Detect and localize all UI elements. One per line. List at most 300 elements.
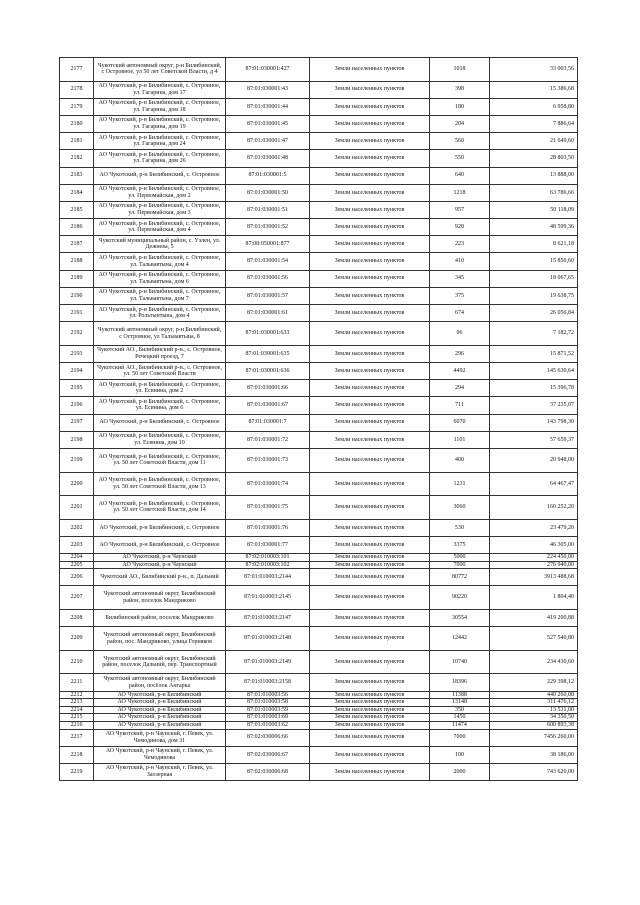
- address-cell: АО Чукотский, р-н Билибинский, с. Островное, ул. Гагарина, дом 17: [94, 81, 226, 98]
- cadastral-number-cell: 87:01:030001:44: [226, 98, 310, 115]
- cadastral-number-cell: 87:01:010003:2158: [226, 674, 310, 691]
- address-cell: АО Чукотский, р-н Билибинский, с. Островное, ул. Есвнина, дом 10: [94, 431, 226, 448]
- cadastral-value-cell: 234 430,60: [490, 650, 578, 674]
- row-number: 2198: [60, 431, 94, 448]
- land-category-cell: Земли населенных пунктов: [310, 706, 430, 714]
- row-number: 2178: [60, 81, 94, 98]
- cadastral-number-cell: 87:01:030001:67: [226, 397, 310, 414]
- address-cell: АО Чукотский, р-н Билибинский, с. Островное, ул. Гагарина, дом 26: [94, 150, 226, 167]
- table-row: [60, 699, 578, 707]
- address-cell: Чукотский АО., Билибинский р-н., п. Дальний: [94, 569, 226, 586]
- area-cell: 1218: [430, 184, 490, 201]
- area-cell: 5000: [430, 554, 490, 562]
- address-cell: АО Чукотский, р-н Билибинский, с. Островное, ул. Первомайская, дом 4: [94, 219, 226, 236]
- cadastral-number-cell: 87:01:030001:75: [226, 496, 310, 520]
- table-row: [60, 561, 578, 569]
- address-cell: АО Чукотский, р-н Билибинский, с. Островное, ул. Первомайская, дом 2: [94, 184, 226, 201]
- land-category-cell: Земли населенных пунктов: [310, 472, 430, 496]
- land-category-cell: Земли населенных пунктов: [310, 322, 430, 346]
- table-row: [60, 729, 578, 746]
- row-number: 2184: [60, 184, 94, 201]
- cadastral-value-cell: 23 479,20: [490, 519, 578, 536]
- table-row: [60, 81, 578, 98]
- cadastral-number-cell: 87:01:030001:52: [226, 219, 310, 236]
- cadastral-value-cell: 15 386,68: [490, 81, 578, 98]
- table-row: [60, 472, 578, 496]
- land-category-cell: Земли населенных пунктов: [310, 184, 430, 201]
- cadastral-value-cell: 48 599,36: [490, 219, 578, 236]
- address-cell: АО Чукотский, р-н Билибинский, с. Островное, ул. 50 лет Советской Власти, дом 14: [94, 496, 226, 520]
- cadastral-number-cell: 87:02:030006:67: [226, 746, 310, 763]
- row-number: 2208: [60, 610, 94, 627]
- cadastral-number-cell: 87:01:030001:66: [226, 380, 310, 397]
- cadastral-value-cell: 7 182,72: [490, 322, 578, 346]
- row-number: 2195: [60, 380, 94, 397]
- land-category-cell: Земли населенных пунктов: [310, 674, 430, 691]
- address-cell: Чукотский автономный округ, Билибинский район, поселок Мандрикoво: [94, 586, 226, 610]
- row-number: 2181: [60, 133, 94, 150]
- table-row: [60, 184, 578, 201]
- cadastral-value-cell: 37 235,07: [490, 397, 578, 414]
- cadastral-value-cell: 600 893,38: [490, 722, 578, 730]
- address-cell: АО Чукотский, р-н Чаунский, г. Певек, ул. Чемодинова: [94, 746, 226, 763]
- cadastral-value-cell: 143 798,30: [490, 414, 578, 431]
- cadastral-number-cell: 87:01:030001:76: [226, 519, 310, 536]
- row-number: 2179: [60, 98, 94, 115]
- cadastral-number-cell: 87:01:030001:72: [226, 431, 310, 448]
- area-cell: 674: [430, 305, 490, 322]
- address-cell: АО Чукотский, р-н Билибинский, с. Островное: [94, 536, 226, 553]
- cadastral-number-cell: 87:02:010003:102: [226, 561, 310, 569]
- address-cell: АО Чукотский, р-н Билибинский, с. Островное, ул. Рольтынтына, дом 4: [94, 305, 226, 322]
- cadastral-number-cell: 87:01:030001:57: [226, 287, 310, 304]
- cadastral-number-cell: 87:01:030001:47: [226, 133, 310, 150]
- table-row: [60, 610, 578, 627]
- address-cell: Чукотский автономный округ, Билибинский район, поселок Дальний, пер. Транспортный: [94, 650, 226, 674]
- table-row: [60, 448, 578, 472]
- land-category-cell: Земли населенных пунктов: [310, 397, 430, 414]
- cadastral-number-cell: 87:01:030001:77: [226, 536, 310, 553]
- land-plots-table: [59, 57, 578, 781]
- row-number: 2186: [60, 219, 94, 236]
- area-cell: 928: [430, 219, 490, 236]
- area-cell: 223: [430, 236, 490, 253]
- row-number: 2200: [60, 472, 94, 496]
- row-number: 2219: [60, 763, 94, 780]
- cadastral-number-cell: 87:01:010003:2148: [226, 627, 310, 651]
- address-cell: АО Чукотский, р-н Чаунский: [94, 554, 226, 562]
- row-number: 2214: [60, 706, 94, 714]
- cadastral-number-cell: 87:01:010003:2147: [226, 610, 310, 627]
- area-cell: 1231: [430, 472, 490, 496]
- address-cell: АО Чукотский, р-н Билибинский, с. Островное: [94, 414, 226, 431]
- table-row: [60, 98, 578, 115]
- land-category-cell: Земли населенных пунктов: [310, 586, 430, 610]
- area-cell: 3060: [430, 496, 490, 520]
- table-row: [60, 536, 578, 553]
- table-row: [60, 115, 578, 132]
- land-category-cell: Земли населенных пунктов: [310, 448, 430, 472]
- area-cell: 13148: [430, 699, 490, 707]
- table-row: [60, 674, 578, 691]
- table-row: [60, 305, 578, 322]
- row-number: 2194: [60, 363, 94, 380]
- document-page: [59, 57, 577, 781]
- cadastral-number-cell: 87:01:010003:62: [226, 722, 310, 730]
- row-number: 2193: [60, 345, 94, 362]
- cadastral-number-cell: 87:02:030006:68: [226, 763, 310, 780]
- land-category-cell: Земли населенных пунктов: [310, 287, 430, 304]
- cadastral-value-cell: 13 888,00: [490, 167, 578, 184]
- land-category-cell: Земли населенных пунктов: [310, 554, 430, 562]
- row-number: 2215: [60, 714, 94, 722]
- area-cell: 1450: [430, 714, 490, 722]
- cadastral-value-cell: 38 186,00: [490, 746, 578, 763]
- area-cell: 296: [430, 345, 490, 362]
- cadastral-number-cell: 87:01:030001:56: [226, 270, 310, 287]
- row-number: 2197: [60, 414, 94, 431]
- row-number: 2183: [60, 167, 94, 184]
- land-category-cell: Земли населенных пунктов: [310, 627, 430, 651]
- land-category-cell: Земли населенных пунктов: [310, 305, 430, 322]
- cadastral-value-cell: 26 056,84: [490, 305, 578, 322]
- address-cell: Чукотский автономный округ, р-н Билибинский, с Островное, ул Тальвавтына, 8: [94, 322, 226, 346]
- row-number: 2185: [60, 201, 94, 218]
- area-cell: 10740: [430, 650, 490, 674]
- cadastral-value-cell: 527 540,80: [490, 627, 578, 651]
- cadastral-value-cell: 28 803,50: [490, 150, 578, 167]
- row-number: 2190: [60, 287, 94, 304]
- land-category-cell: Земли населенных пунктов: [310, 219, 430, 236]
- table-row: [60, 380, 578, 397]
- area-cell: 3375: [430, 536, 490, 553]
- address-cell: АО Чукотский, р-н Билибинский: [94, 706, 226, 714]
- area-cell: 530: [430, 519, 490, 536]
- address-cell: АО Чукотский, р-н Билибинский, с. Островное, ул. Тальвавтына, дом 7: [94, 287, 226, 304]
- address-cell: АО Чукотский, р-н Билибинский, с. Островное, ул. 50 лет Советской Власти, дом 11: [94, 448, 226, 472]
- address-cell: АО Чукотский, р-н Чаунский, г. Певек, ул. Чемодинова, дом 31: [94, 729, 226, 746]
- area-cell: 7000: [430, 729, 490, 746]
- cadastral-number-cell: 87:01:030001:73: [226, 448, 310, 472]
- address-cell: Чукотский муниципальный район, с. Уэлен, ул. Дежнева, 5: [94, 236, 226, 253]
- table-row: [60, 150, 578, 167]
- table-row: [60, 270, 578, 287]
- row-number: 2203: [60, 536, 94, 553]
- cadastral-number-cell: 87:01:030001:635: [226, 345, 310, 362]
- area-cell: 18396: [430, 674, 490, 691]
- land-category-cell: Земли населенных пунктов: [310, 496, 430, 520]
- address-cell: АО Чукотский, р-н Билибинский, с. Островное, ул. Тальвавтына, дом 6: [94, 270, 226, 287]
- row-number: 2188: [60, 253, 94, 270]
- cadastral-number-cell: 87:01:030001:54: [226, 253, 310, 270]
- area-cell: 6070: [430, 414, 490, 431]
- land-category-cell: Земли населенных пунктов: [310, 167, 430, 184]
- land-category-cell: Земли населенных пунктов: [310, 561, 430, 569]
- land-category-cell: Земли населенных пунктов: [310, 569, 430, 586]
- table-row: [60, 627, 578, 651]
- area-cell: 96: [430, 322, 490, 346]
- row-number: 2189: [60, 270, 94, 287]
- cadastral-number-cell: 87:01:010003:2144: [226, 569, 310, 586]
- address-cell: АО Чукотский, р-н Билибинский, с. Островное, ул. Есвнина, дом 2: [94, 380, 226, 397]
- cadastral-number-cell: 87:01:010003:2149: [226, 650, 310, 674]
- cadastral-value-cell: 50 118,09: [490, 201, 578, 218]
- area-cell: 375: [430, 287, 490, 304]
- area-cell: 550: [430, 150, 490, 167]
- table-row: [60, 554, 578, 562]
- cadastral-number-cell: 87:01:010003:2145: [226, 586, 310, 610]
- area-cell: 957: [430, 201, 490, 218]
- table-row: [60, 363, 578, 380]
- area-cell: 80772: [430, 569, 490, 586]
- address-cell: АО Чукотский, р-н Билибинский, с. Островное, ул. Гагарина, дом 18: [94, 98, 226, 115]
- area-cell: 398: [430, 81, 490, 98]
- address-cell: АО Чукотский, р-н Билибинский, с. Островное, ул. Гагарина, дом 24: [94, 133, 226, 150]
- table-row: [60, 746, 578, 763]
- cadastral-value-cell: 8 621,18: [490, 236, 578, 253]
- row-number: 2177: [60, 58, 94, 82]
- table-row: [60, 650, 578, 674]
- cadastral-number-cell: 87:01:030001:7: [226, 414, 310, 431]
- table-row: [60, 569, 578, 586]
- row-number: 2213: [60, 699, 94, 707]
- row-number: 2191: [60, 305, 94, 322]
- land-category-cell: Земли населенных пунктов: [310, 270, 430, 287]
- area-cell: 410: [430, 253, 490, 270]
- land-category-cell: Земли населенных пунктов: [310, 729, 430, 746]
- area-cell: 400: [430, 448, 490, 472]
- table-row: [60, 714, 578, 722]
- area-cell: 1101: [430, 431, 490, 448]
- area-cell: 560: [430, 133, 490, 150]
- row-number: 2216: [60, 722, 94, 730]
- cadastral-value-cell: 20 948,00: [490, 448, 578, 472]
- cadastral-number-cell: 87:01:030001:633: [226, 322, 310, 346]
- table-row: [60, 496, 578, 520]
- address-cell: АО Чукотский, р-н Билибинский, с. Островное: [94, 167, 226, 184]
- row-number: 2192: [60, 322, 94, 346]
- land-category-cell: Земли населенных пунктов: [310, 380, 430, 397]
- table-row: [60, 58, 578, 82]
- land-category-cell: Земли населенных пунктов: [310, 650, 430, 674]
- land-category-cell: Земли населенных пунктов: [310, 714, 430, 722]
- cadastral-value-cell: 13 531,00: [490, 706, 578, 714]
- row-number: 2207: [60, 586, 94, 610]
- area-cell: 180: [430, 98, 490, 115]
- cadastral-number-cell: 87:01:030001:636: [226, 363, 310, 380]
- row-number: 2205: [60, 561, 94, 569]
- cadastral-value-cell: 3913 488,68: [490, 569, 578, 586]
- cadastral-value-cell: 160 252,20: [490, 496, 578, 520]
- table-row: [60, 706, 578, 714]
- land-category-cell: Земли населенных пунктов: [310, 150, 430, 167]
- address-cell: АО Чукотский, р-н Билибинский, с. Островное, ул. Первомайская, дом 3: [94, 201, 226, 218]
- row-number: 2204: [60, 554, 94, 562]
- table-row: [60, 722, 578, 730]
- address-cell: АО Чукотский, р-н Билибинский: [94, 714, 226, 722]
- cadastral-number-cell: 87:01:030001:51: [226, 201, 310, 218]
- row-number: 2182: [60, 150, 94, 167]
- address-cell: АО Чукотский, р-н Билибинский, с. Островное, ул. Гагарина, дом 19: [94, 115, 226, 132]
- land-category-cell: Земли населенных пунктов: [310, 610, 430, 627]
- land-category-cell: Земли населенных пунктов: [310, 746, 430, 763]
- cadastral-value-cell: 15 850,60: [490, 253, 578, 270]
- table-row: [60, 431, 578, 448]
- row-number: 2217: [60, 729, 94, 746]
- land-category-cell: Земли населенных пунктов: [310, 115, 430, 132]
- row-number: 2212: [60, 691, 94, 699]
- cadastral-value-cell: 46 305,00: [490, 536, 578, 553]
- land-category-cell: Земли населенных пунктов: [310, 236, 430, 253]
- cadastral-value-cell: 276 940,00: [490, 561, 578, 569]
- address-cell: Чукотский автономный округ, р-н Билибинский, с Островное, ул 50 лет Советской Власти, д 4: [94, 58, 226, 82]
- cadastral-number-cell: 87:01:030001:427: [226, 58, 310, 82]
- cadastral-number-cell: 87:02:010003:101: [226, 554, 310, 562]
- address-cell: АО Чукотский, р-н Билибинский, с. Островное: [94, 519, 226, 536]
- land-category-cell: Земли населенных пунктов: [310, 201, 430, 218]
- address-cell: АО Чукотский, р-н Билибинский, с. Островное, ул. 50 лет Советской Власти, дом 13: [94, 472, 226, 496]
- land-category-cell: Земли населенных пунктов: [310, 691, 430, 699]
- address-cell: Чукотский АО., Билибинский р-н., с. Островное, Речецкий проезд, 7: [94, 345, 226, 362]
- land-category-cell: Земли населенных пунктов: [310, 431, 430, 448]
- table-row: [60, 691, 578, 699]
- land-category-cell: Земли населенных пунктов: [310, 345, 430, 362]
- cadastral-number-cell: 87:02:030006:66: [226, 729, 310, 746]
- land-category-cell: Земли населенных пунктов: [310, 519, 430, 536]
- address-cell: АО Чукотский, р-н Билибинский: [94, 699, 226, 707]
- land-category-cell: Земли населенных пунктов: [310, 98, 430, 115]
- cadastral-value-cell: 64 467,47: [490, 472, 578, 496]
- cadastral-value-cell: 63 786,66: [490, 184, 578, 201]
- cadastral-value-cell: 19 638,75: [490, 287, 578, 304]
- table-row: [60, 322, 578, 346]
- table-row: [60, 253, 578, 270]
- area-cell: 350: [430, 706, 490, 714]
- row-number: 2199: [60, 448, 94, 472]
- table-row: [60, 414, 578, 431]
- cadastral-number-cell: 87:01:010003:59: [226, 706, 310, 714]
- table-row: [60, 287, 578, 304]
- area-cell: 4492: [430, 363, 490, 380]
- area-cell: 7000: [430, 561, 490, 569]
- area-cell: 345: [430, 270, 490, 287]
- table-body: [60, 58, 578, 781]
- row-number: 2206: [60, 569, 94, 586]
- cadastral-number-cell: 87:01:030001:74: [226, 472, 310, 496]
- area-cell: 11388: [430, 691, 490, 699]
- cadastral-number-cell: 87:01:030001:5: [226, 167, 310, 184]
- area-cell: 1018: [430, 58, 490, 82]
- table-row: [60, 167, 578, 184]
- cadastral-value-cell: 224 450,00: [490, 554, 578, 562]
- land-category-cell: Земли населенных пунктов: [310, 363, 430, 380]
- area-cell: 30554: [430, 610, 490, 627]
- table-row: [60, 201, 578, 218]
- cadastral-value-cell: 34 350,50: [490, 714, 578, 722]
- cadastral-number-cell: 87:08:050001:877: [226, 236, 310, 253]
- table-row: [60, 519, 578, 536]
- cadastral-value-cell: 440 260,08: [490, 691, 578, 699]
- row-number: 2209: [60, 627, 94, 651]
- area-cell: 640: [430, 167, 490, 184]
- table-row: [60, 397, 578, 414]
- cadastral-value-cell: 1 804,40: [490, 586, 578, 610]
- land-category-cell: Земли населенных пунктов: [310, 763, 430, 780]
- area-cell: 12442: [430, 627, 490, 651]
- cadastral-value-cell: 21 649,60: [490, 133, 578, 150]
- address-cell: АО Чукотский, р-н Билибинский, с. Островное, ул. Есвнина, дом 6: [94, 397, 226, 414]
- cadastral-value-cell: 15 871,52: [490, 345, 578, 362]
- area-cell: 2000: [430, 763, 490, 780]
- row-number: 2196: [60, 397, 94, 414]
- row-number: 2180: [60, 115, 94, 132]
- address-cell: Чукотский автономный округ, Билибинский район, посёлок Ангарка: [94, 674, 226, 691]
- land-category-cell: Земли населенных пунктов: [310, 253, 430, 270]
- cadastral-value-cell: 6 958,80: [490, 98, 578, 115]
- land-category-cell: Земли населенных пунктов: [310, 81, 430, 98]
- cadastral-number-cell: 87:01:030001:43: [226, 81, 310, 98]
- row-number: 2218: [60, 746, 94, 763]
- table-row: [60, 236, 578, 253]
- cadastral-number-cell: 87:01:010003:56: [226, 691, 310, 699]
- cadastral-value-cell: 229 398,12: [490, 674, 578, 691]
- address-cell: АО Чукотский, р-н Билибинский: [94, 691, 226, 699]
- cadastral-value-cell: 311 476,12: [490, 699, 578, 707]
- cadastral-number-cell: 87:01:030001:45: [226, 115, 310, 132]
- table-row: [60, 219, 578, 236]
- land-category-cell: Земли населенных пунктов: [310, 58, 430, 82]
- table-row: [60, 586, 578, 610]
- area-cell: 294: [430, 380, 490, 397]
- row-number: 2187: [60, 236, 94, 253]
- land-category-cell: Земли населенных пунктов: [310, 536, 430, 553]
- area-cell: 100: [430, 746, 490, 763]
- address-cell: АО Чукотский, р-н Билибинский, с. Островное, ул. Тальвавтына, дом 4: [94, 253, 226, 270]
- cadastral-value-cell: 145 630,64: [490, 363, 578, 380]
- land-category-cell: Земли населенных пунктов: [310, 722, 430, 730]
- cadastral-value-cell: 743 620,00: [490, 763, 578, 780]
- cadastral-number-cell: 87:01:010003:60: [226, 714, 310, 722]
- row-number: 2202: [60, 519, 94, 536]
- cadastral-value-cell: 419 200,88: [490, 610, 578, 627]
- address-cell: АО Чукотский, р-н Чаунский, г. Певек, ул. Заозерная: [94, 763, 226, 780]
- address-cell: Чукотский автономный округ, Билибинский район, пос. Мандрикoво, улица Горняков: [94, 627, 226, 651]
- cadastral-value-cell: 15 396,78: [490, 380, 578, 397]
- address-cell: Чукотский АО., Билибинский р-н., с. Островное, ул. 50 лет Советской Власти: [94, 363, 226, 380]
- address-cell: Билибинский район, поселок Мандрикoво: [94, 610, 226, 627]
- table-row: [60, 763, 578, 780]
- row-number: 2210: [60, 650, 94, 674]
- address-cell: АО Чукотский, р-н Чаунский: [94, 561, 226, 569]
- cadastral-value-cell: 7456 260,00: [490, 729, 578, 746]
- area-cell: 204: [430, 115, 490, 132]
- land-category-cell: Земли населенных пунктов: [310, 414, 430, 431]
- cadastral-value-cell: 33 003,56: [490, 58, 578, 82]
- land-category-cell: Земли населенных пунктов: [310, 699, 430, 707]
- cadastral-value-cell: 57 659,37: [490, 431, 578, 448]
- cadastral-number-cell: 87:01:010003:58: [226, 699, 310, 707]
- address-cell: АО Чукотский, р-н Билибинский: [94, 722, 226, 730]
- land-category-cell: Земли населенных пунктов: [310, 133, 430, 150]
- area-cell: 90220: [430, 586, 490, 610]
- row-number: 2211: [60, 674, 94, 691]
- cadastral-number-cell: 87:01:030001:48: [226, 150, 310, 167]
- cadastral-number-cell: 87:01:030001:50: [226, 184, 310, 201]
- area-cell: 11474: [430, 722, 490, 730]
- cadastral-value-cell: 7 886,64: [490, 115, 578, 132]
- area-cell: 711: [430, 397, 490, 414]
- cadastral-number-cell: 87:01:030001:61: [226, 305, 310, 322]
